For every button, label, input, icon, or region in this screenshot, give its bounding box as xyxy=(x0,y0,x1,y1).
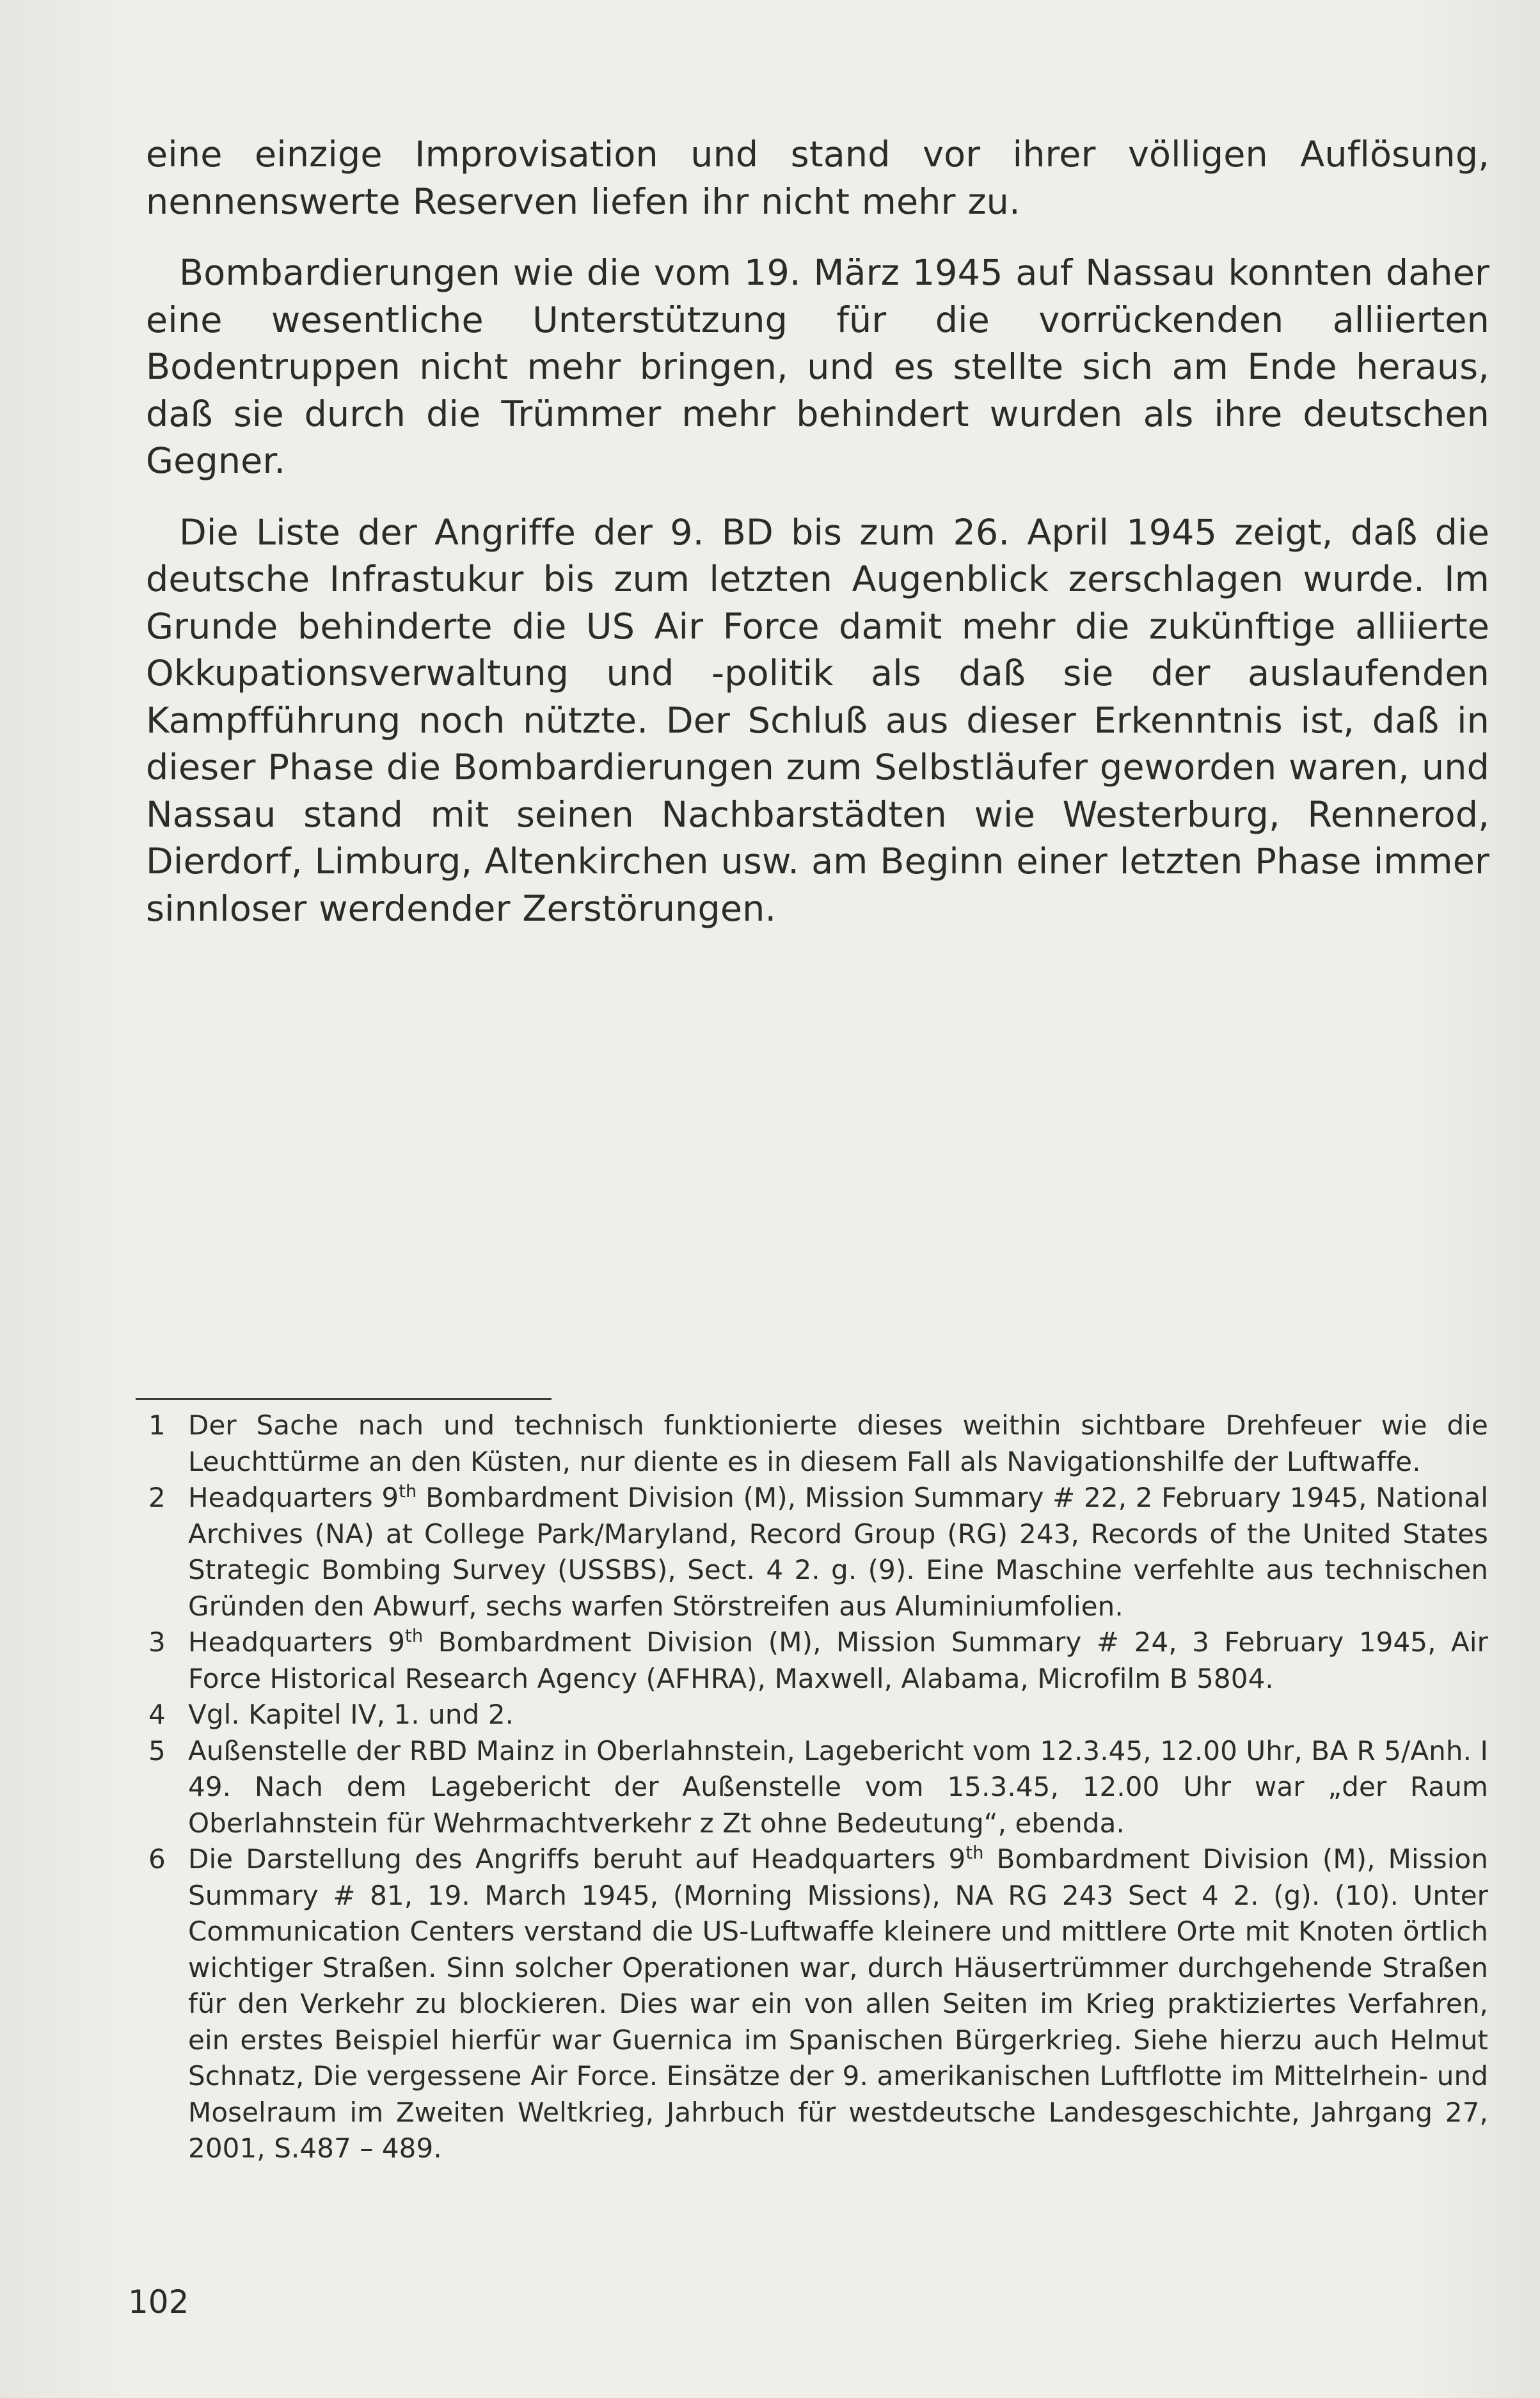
footnote-number: 1 xyxy=(148,1409,166,1441)
paragraph-bombardierungen: Bombardierungen wie die vom 19. März 1945 auf Nassau konnten daher eine wesentliche Unterstützung für die vorrückenden alliierten Bodentruppen nicht mehr bringen, und es stellte sich am Ende heraus, daß sie durch die Trümmer mehr behindert wurden als ihre deutschen Gegner. xyxy=(146,252,1489,482)
footnote-number: 6 xyxy=(148,1843,166,1875)
footnote-separator xyxy=(136,1398,552,1400)
footnote-number: 4 xyxy=(148,1699,166,1730)
footnote-1 xyxy=(148,1408,1488,1480)
paragraph-liste-der-angriffe: Die Liste der Angriffe der 9. BD bis zum 26. April 1945 zeigt, daß die deutsche Infrastukur bis zum letzten Augenblick zerschlagen wurde. Im Grunde behinderte die US Air Force damit mehr die zukünftige alliierte Okkupationsverwaltung und -politik als daß sie der auslaufenden Kampfführung noch nützte. Der Schluß aus dieser Erkenntnis ist, daß in dieser Phase die Bombardierungen zum Selbstläufer geworden waren, und Nassau stand mit seinen Nachbarstädten wie Westerburg, Rennerod, Dierdorf, Limburg, Altenkirchen usw. am Beginn einer letzten Phase immer sinnloser werdender Zerstörungen. xyxy=(146,511,1489,930)
footnote-6 xyxy=(148,1841,1488,2167)
footnote-number: 5 xyxy=(148,1735,166,1767)
footnote-number: 3 xyxy=(148,1626,166,1658)
main-text xyxy=(146,131,1489,957)
page-number: 102 xyxy=(128,2283,189,2321)
footnote-5 xyxy=(148,1733,1488,1842)
footnote-text: Der Sache nach und technisch funktionierte dieses weithin sichtbare Drehfeuer wie die Leuchttürme an den Küsten, nur diente es in diesem Fall als Navigationshilfe der Luftwaffe. xyxy=(188,1409,1488,1477)
footnote-text: Die Darstellung des Angriffs beruht auf Headquarters 9th Bombardment Division (M), Mission Summary # 81, 19. March 1945, (Morning Missions), NA RG 243 Sect 4 2. (g). (10). Unter Communication Centers verstand die US-Luftwaffe kleinere und mittlere Orte mit Knoten örtlich wichtiger Straßen. Sinn solcher Operationen war, durch Häusertrümmer durchgehende Straßen für den Verkehr zu blockieren. Dies war ein von allen Seiten im Krieg praktiziertes Verfahren, ein erstes Beispiel hierfür war Guernica im Spanischen Bürgerkrieg. Siehe hierzu auch Helmut Schnatz, Die vergessene Air Force. Einsätze der 9. amerikanischen Luftflotte im Mittelrhein- und Moselraum im Zweiten Weltkrieg, Jahrbuch für westdeutsche Landesgeschichte, Jahrgang 27, 2001, S.487 – 489. xyxy=(188,1843,1488,2164)
footnote-text: Headquarters 9th Bombardment Division (M), Mission Summary # 22, 2 February 1945, National Archives (NA) at College Park/Maryland, Record Group (RG) 243, Records of the United States Strategic Bombing Survey (USSBS), Sect. 4 2. g. (9). Eine Maschine verfehlte aus technischen Gründen den Abwurf, sechs warfen Störstreifen aus Aluminiumfolien. xyxy=(188,1482,1488,1622)
footnote-text: Außenstelle der RBD Mainz in Oberlahnstein, Lagebericht vom 12.3.45, 12.00 Uhr, BA R 5/Anh. I 49. Nach dem Lagebericht der Außenstelle vom 15.3.45, 12.00 Uhr war „der Raum Oberlahnstein für Wehrmachtverkehr z Zt ohne Bedeutung“, ebenda. xyxy=(188,1735,1488,1839)
footnote-2 xyxy=(148,1480,1488,1624)
paragraph-continuation: eine einzige Improvisation und stand vor ihrer völligen Auflösung, nennenswerte Reserven liefen ihr nicht mehr zu. xyxy=(146,134,1489,223)
footnote-text: Vgl. Kapitel IV, 1. und 2. xyxy=(188,1699,514,1730)
footnotes xyxy=(148,1408,1488,2167)
footnote-text: Headquarters 9th Bombardment Division (M), Mission Summary # 24, 3 February 1945, Air Force Historical Research Agency (AFHRA), Maxwell, Alabama, Microfilm B 5804. xyxy=(188,1626,1488,1694)
footnote-number: 2 xyxy=(148,1482,166,1513)
footnote-4 xyxy=(148,1697,1488,1733)
footnote-3 xyxy=(148,1624,1488,1697)
